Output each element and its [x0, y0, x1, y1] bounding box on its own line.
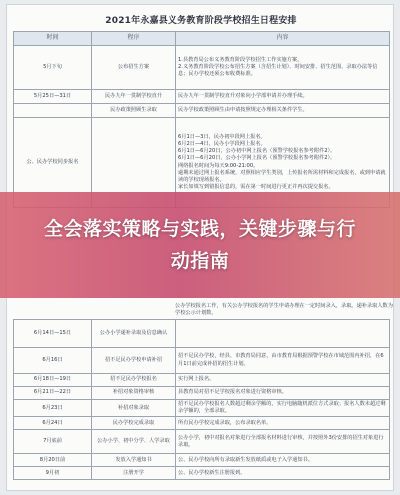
- cell-content: 实行网上报名。: [176, 374, 390, 387]
- schedule-table-top: [13, 31, 390, 208]
- cell-content: 县教育局对招不足学校报名对象进行资格审核。: [176, 387, 390, 400]
- cell-content: 公办小学，初中对报名对象进行全部报名材料进行审核，并按照外3份安排的招生对象进行录取。: [176, 430, 390, 454]
- cell-time: 6月18日—19日: [14, 374, 92, 387]
- cell-time: 公、民办学校同步报名: [14, 118, 92, 208]
- header-procedure: 程序: [92, 32, 176, 46]
- cell-content: 公、民办学校向所有录取新生发放纸质或电子入学通知书。: [176, 454, 390, 467]
- cell-content: 民办学校政策照顾生由申请按照规定办理相关条件学生。: [176, 104, 390, 118]
- table-row: [14, 46, 390, 90]
- cell-time: 6月21日—22日: [14, 387, 92, 400]
- table-row: [14, 417, 390, 430]
- cell-time: 5月25日—31日: [14, 90, 92, 104]
- cell-procedure: 招不足民办学校报名: [92, 374, 176, 387]
- cell-procedure: 补招对象录取: [92, 400, 176, 417]
- cell-procedure: 民办学校完成录取: [92, 417, 176, 430]
- cell-time: 6月24日: [14, 417, 92, 430]
- table-row: [14, 430, 390, 454]
- cell-procedure: 公布招生方案: [92, 46, 176, 90]
- cell-procedure: 民办九年一贯制学校直升: [92, 90, 176, 104]
- schedule-table-bottom: [13, 319, 390, 480]
- cell-content: 所有民办学校完成录取，公布录取名单。: [176, 417, 390, 430]
- cell-content: 招不足民办学校，经县、市教育局同意，由市教育局根据预警学校在市域范围内补招，在6月1日前完成补招的招生计划。: [176, 348, 390, 374]
- cell-procedure: 招不足民办学校申请补招: [92, 348, 176, 374]
- header-content: 内容: [176, 32, 390, 46]
- document-title: 2021年永嘉县义务教育阶段学校招生日程安排: [105, 16, 297, 26]
- table-row: [14, 387, 390, 400]
- cell-procedure: 公办小学、初中分学、人学录取: [92, 430, 176, 454]
- header-time: 时间: [14, 32, 92, 46]
- table-row: [14, 400, 390, 417]
- cell-procedure: 民办政策照顾生录取: [92, 104, 176, 118]
- table-row: [14, 374, 390, 387]
- table-row: [14, 467, 390, 480]
- cell-time: 9月初: [14, 467, 92, 480]
- cell-time: [14, 104, 92, 118]
- cell-procedure: 公办小学递补录取及信息确认: [92, 320, 176, 348]
- table-row: [14, 454, 390, 467]
- cell-content: [176, 320, 390, 348]
- table-row: [14, 320, 390, 348]
- banner-headline: 全会落实策略与实践，关键步骤与行动指南: [43, 218, 356, 272]
- partially-visible-text: 公办学校报名工作，有关公办学校报名的学生申请办理在一定时间录入，录取。递补录取人数为学校公示计划数。: [175, 303, 393, 317]
- table-row: [14, 90, 390, 104]
- cell-time: 7月底前: [14, 430, 92, 454]
- table-header-row: [14, 32, 390, 46]
- cell-time: 8月20日前: [14, 454, 92, 467]
- table-row: [14, 348, 390, 374]
- cell-procedure: 注册开学: [92, 467, 176, 480]
- cell-procedure: 补招对象资格审核: [92, 387, 176, 400]
- headline-banner: [0, 192, 400, 298]
- cell-time: 6月14日—15日: [14, 320, 92, 348]
- cell-procedure: 发放入学通知书: [92, 454, 176, 467]
- cell-time: 6月16日: [14, 348, 92, 374]
- cell-content: 民办九年一贯制学校直升对象向小学部申请并办理手续。: [176, 90, 390, 104]
- table-row: [14, 104, 390, 118]
- cell-content: 1.县教育局公布义务教育阶段学校招生工作实施方案。 2.义务教育阶段学校公布招生方案（含招生计划）、时间安排、招生范围、录取办法等信息；民办学校还须公布收费标准。: [176, 46, 390, 90]
- cell-content: 6月1日—3日，民办初中段网上报名。 6月2日—4日，民办小学段网上报名。 6月1日—6月20日，公办初中网上报名（预警学校报名参考附件2）。 6月1日—6月20日，公办小学网上报名（预警学校报名参考附件2）。 网络报名时间为每天9:00-21:00。 逾期未通过网上报名系统，对照相应学生类别，上传报名所需材料和完成报名，或到申请就读的学校现场报名。 家长如填写到错报信息的，需在第一时间进行更正并再次提交报名。: [176, 118, 390, 208]
- cell-content: 公、民办学校新生注册报到。: [176, 467, 390, 480]
- cell-content: 招不足民办学校报名人数超过剩余学额的，实行电脑随机派位方式录取；报名人数未超过剩余学额的，全部录取。: [176, 400, 390, 417]
- cell-time: 5月下旬: [14, 46, 92, 90]
- cell-time: 6月23日: [14, 400, 92, 417]
